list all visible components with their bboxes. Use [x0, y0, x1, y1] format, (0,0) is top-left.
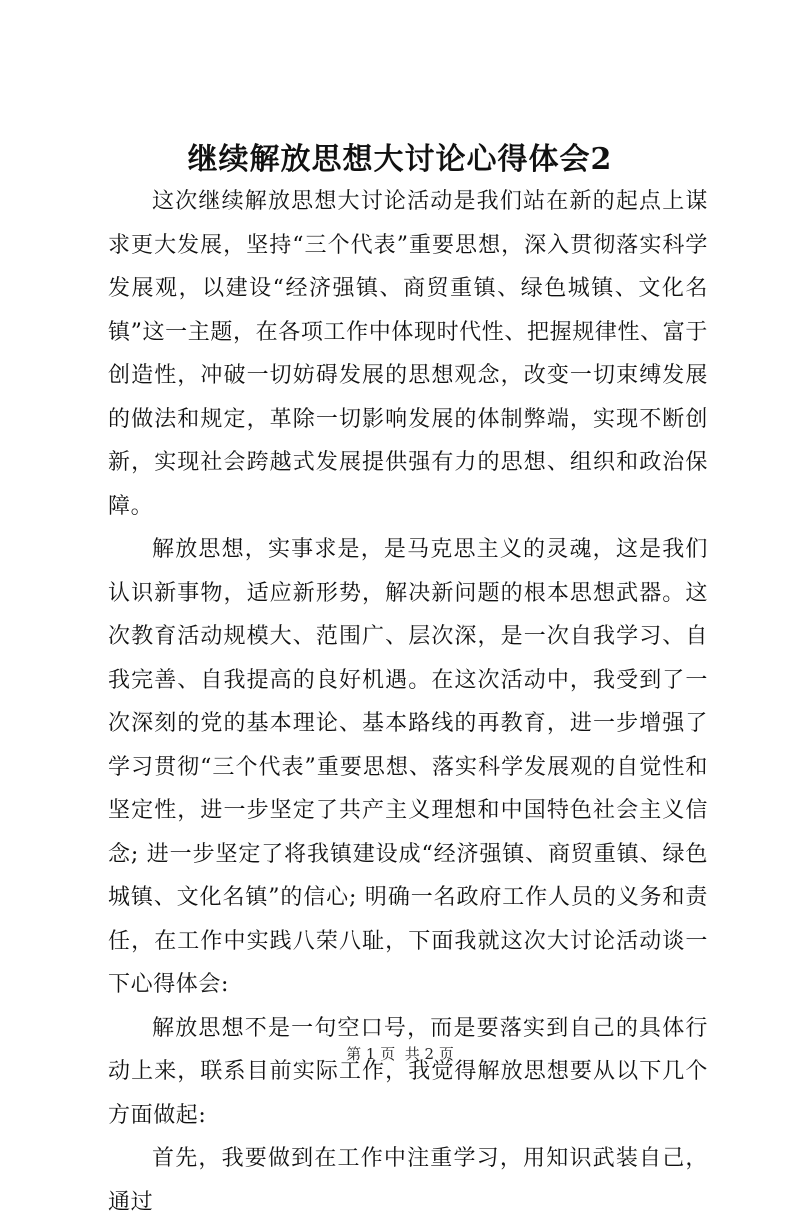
paragraph-4: 首先，我要做到在工作中注重学习，用知识武装自己，通过 [108, 1146, 708, 1215]
document-title: 继续解放思想大讨论心得体会2 [187, 142, 613, 177]
document-body [108, 180, 708, 1224]
page-number-footer: 第 1 页 共 2 页 [346, 1045, 454, 1063]
paragraph-1: 这次继续解放思想大讨论活动是我们站在新的起点上谋求更大发展，坚持“三个代表”重要思想，深入贯彻落实科学发展观，以建设“经济强镇、商贸重镇、绿色城镇、文化名镇”这一主题，在各项工作中体现时代性、把握规律性、富于创造性，冲破一切妨碍发展的思想观念，改变一切束缚发展的做法和规定，革除一切影响发展的体制弊端，实现不断创新，实现社会跨越式发展提供强有力的思想、组织和政治保障。 [108, 189, 708, 519]
paragraph-3: 解放思想不是一句空口号，而是要落实到自己的具体行动上来，联系目前实际工作，我觉得解放思想要从以下几个方面做起: [108, 1015, 708, 1128]
paragraph-2: 解放思想，实事求是，是马克思主义的灵魂，这是我们认识新事物，适应新形势，解决新问题的根本思想武器。这次教育活动规模大、范围广、层次深，是一次自我学习、自我完善、自我提高的良好机遇。在这次活动中，我受到了一次深刻的党的基本理论、基本路线的再教育，进一步增强了学习贯彻“三个代表”重要思想、落实科学发展观的自觉性和坚定性，进一步坚定了共产主义理想和中国特色社会主义信念; 进一步坚定了将我镇建设成“经济强镇、商贸重镇、绿色城镇、文化名镇”的信心; 明确一名政府工作人员的义务和责任，在工作中实践八荣八耻，下面我就这次大讨论活动谈一下心得体会: [108, 537, 708, 997]
